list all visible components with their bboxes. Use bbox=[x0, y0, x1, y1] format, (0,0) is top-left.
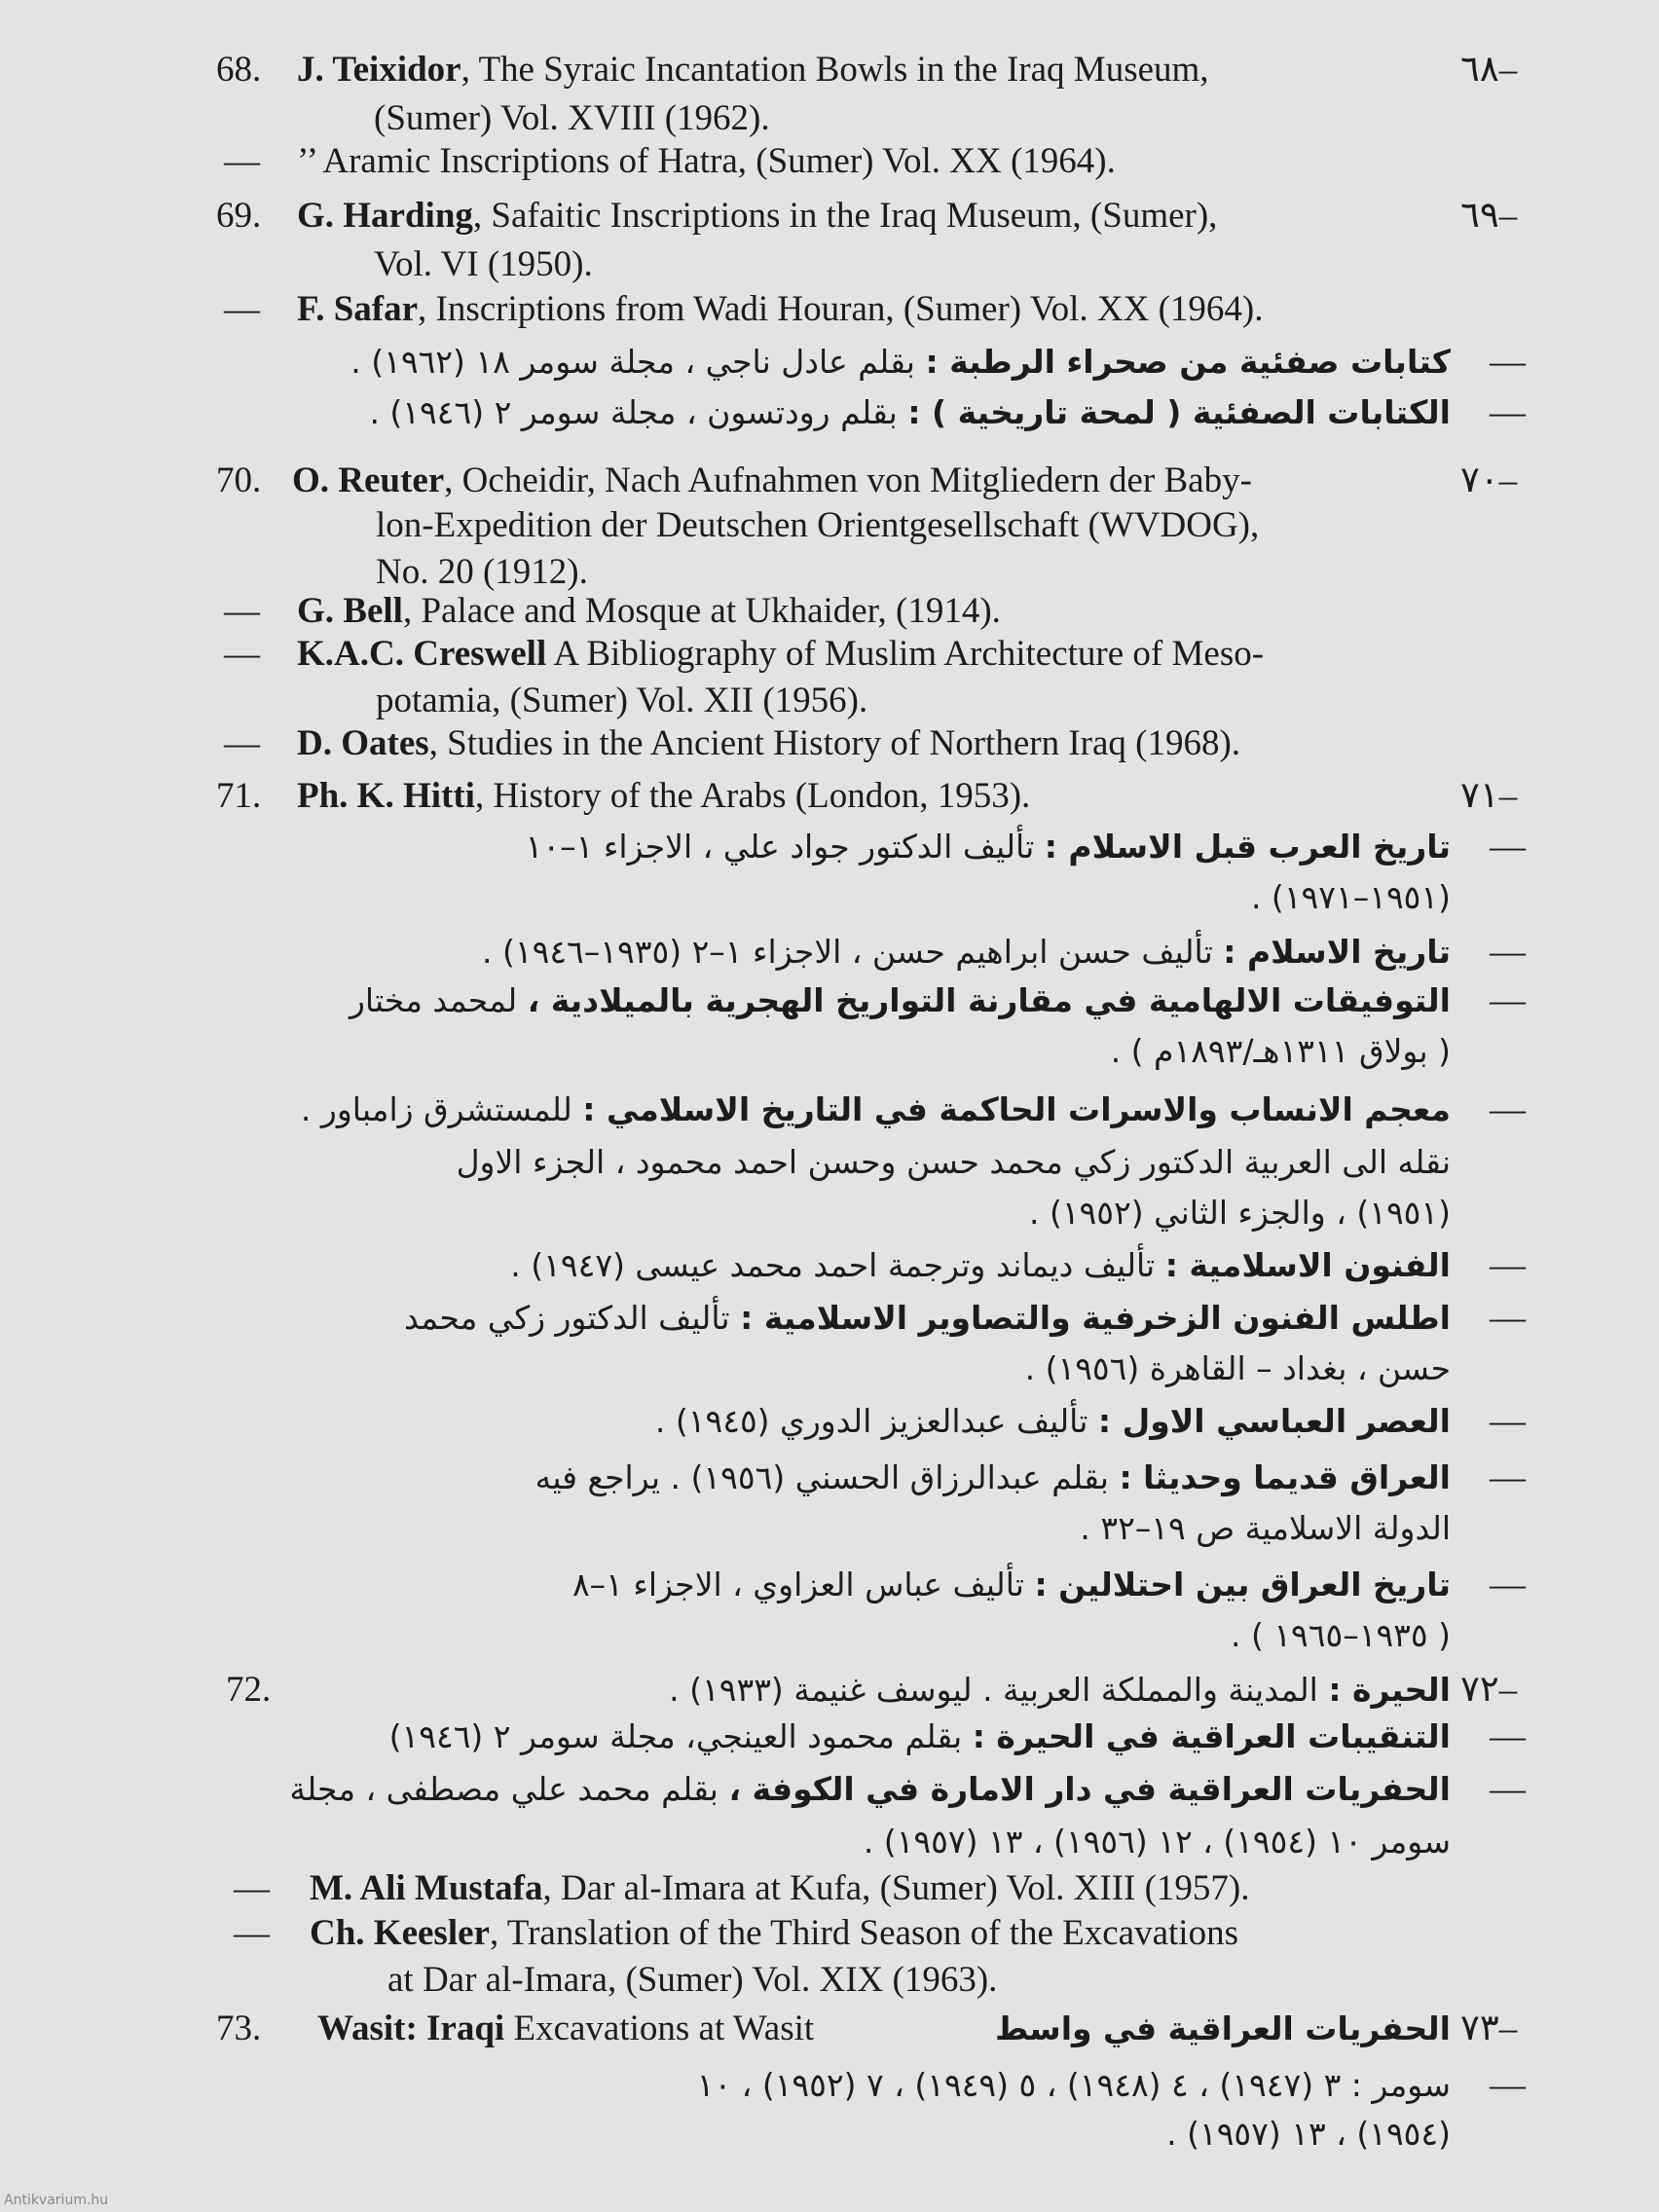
dash-marker: — bbox=[234, 1913, 270, 1953]
entry-text: potamia, (Sumer) Vol. XII (1956). bbox=[376, 681, 868, 720]
dash-marker: — bbox=[224, 723, 260, 763]
bibliography-line bbox=[297, 720, 1240, 767]
bibliography-line bbox=[374, 241, 593, 288]
entry-number: 70. bbox=[216, 461, 262, 500]
author-name: O. Reuter bbox=[292, 461, 445, 500]
arabic-keyword: تاريخ العراق بين احتلالين : bbox=[1034, 1566, 1451, 1604]
entry-number: 72. bbox=[226, 1670, 272, 1710]
entry-text: Vol. VI (1950). bbox=[374, 244, 593, 284]
arabic-keyword: الفنون الاسلامية : bbox=[1164, 1246, 1451, 1284]
margin-number: –٧٢ bbox=[1460, 1670, 1518, 1710]
arabic-keyword: تاريخ العرب قبل الاسلام : bbox=[1044, 828, 1451, 866]
bibliography-line bbox=[297, 773, 1030, 820]
arabic-keyword: الكتابات الصفئية ( لمحة تاريخية ) : bbox=[907, 393, 1451, 431]
arabic-line bbox=[697, 2062, 1451, 2109]
dash-marker: — bbox=[1490, 392, 1526, 432]
entry-number: 73. bbox=[216, 2009, 262, 2048]
author-name: G. Bell bbox=[297, 591, 403, 631]
arabic-line bbox=[457, 1139, 1451, 1186]
author-name: M. Ali Mustafa bbox=[310, 1868, 543, 1908]
margin-number: –٧٣ bbox=[1460, 2009, 1518, 2048]
entry-number: 68. bbox=[216, 50, 262, 90]
arabic-text: (١٩٥٤) ، ١٣ (١٩٥٧) . bbox=[1166, 2115, 1451, 2153]
dash-marker: — bbox=[1490, 342, 1526, 382]
bibliography-line bbox=[317, 2006, 814, 2052]
arabic-text: نقله الى العربية الدكتور زكي محمد حسن وحسن احمد محمود ، الجزء الاول bbox=[456, 1143, 1451, 1181]
dash-marker: — bbox=[224, 591, 260, 631]
arabic-text: لمحمد مختار bbox=[349, 981, 528, 1019]
arabic-line bbox=[404, 1295, 1451, 1342]
arabic-keyword: العراق قديما وحديثا : bbox=[1119, 1458, 1451, 1496]
arabic-text: ( بولاق ١٣١١هـ/١٨٩٣م ) . bbox=[1110, 1032, 1451, 1070]
arabic-line bbox=[535, 1455, 1451, 1501]
bibliography-line bbox=[297, 47, 1209, 93]
bibliography-line bbox=[297, 588, 1001, 635]
entry-text: , Studies in the Ancient History of Northern Iraq (1968). bbox=[428, 723, 1241, 763]
author-name: Wasit: Iraqi bbox=[317, 2009, 505, 2048]
arabic-line bbox=[1251, 874, 1451, 921]
arabic-line bbox=[1166, 2111, 1451, 2157]
bibliography-line bbox=[310, 1910, 1238, 1957]
arabic-keyword: العصر العباسي الاول : bbox=[1097, 1402, 1451, 1440]
margin-number: –٧٠ bbox=[1460, 461, 1518, 500]
bibliography-line bbox=[297, 193, 1217, 240]
arabic-title bbox=[995, 2006, 1451, 2052]
arabic-text: الدولة الاسلامية ص ١٩–٣٢ . bbox=[1080, 1509, 1451, 1547]
dash-marker: — bbox=[1490, 2065, 1526, 2105]
dash-marker: — bbox=[1490, 1089, 1526, 1129]
entry-text: , Translation of the Third Season of the Excavations bbox=[489, 1913, 1238, 1953]
dash-marker: — bbox=[1490, 1457, 1526, 1497]
arabic-keyword: معجم الانساب والاسرات الحاكمة في التاريخ الاسلامي : bbox=[582, 1090, 1451, 1128]
entry-text: , Palace and Mosque at Ukhaider, (1914). bbox=[402, 591, 1001, 631]
arabic-line bbox=[669, 1667, 1451, 1714]
bibliography-line bbox=[297, 631, 1264, 678]
arabic-line bbox=[1029, 1190, 1451, 1236]
arabic-text: تأليف الدكتور جواد علي ، الاجزاء ١–١٠ bbox=[525, 828, 1045, 866]
arabic-line bbox=[369, 389, 1451, 436]
dash-marker: — bbox=[224, 141, 260, 181]
entry-number: 69. bbox=[216, 196, 262, 236]
dash-marker: — bbox=[1490, 932, 1526, 972]
entry-text: (Sumer) Vol. XVIII (1962). bbox=[374, 98, 770, 138]
arabic-text: بقلم محمود العينجي، مجلة سومر ٢ (١٩٤٦) bbox=[388, 1717, 973, 1755]
arabic-line bbox=[655, 1398, 1451, 1445]
arabic-text: تأليف ديماند وترجمة احمد محمد عيسى (١٩٤٧) . bbox=[510, 1246, 1165, 1284]
arabic-line bbox=[350, 339, 1451, 386]
dash-marker: — bbox=[1490, 827, 1526, 866]
entry-number: 71. bbox=[216, 776, 262, 816]
arabic-keyword: الحفريات العراقية في واسط bbox=[994, 2009, 1451, 2047]
bibliography-line bbox=[376, 502, 1259, 549]
dash-marker: — bbox=[1490, 1716, 1526, 1756]
dash-marker: — bbox=[1490, 1401, 1526, 1441]
arabic-text: بقلم محمد علي مصطفى ، مجلة bbox=[289, 1770, 729, 1808]
arabic-text: ( ١٩٣٥–١٩٦٥ ) . bbox=[1230, 1616, 1451, 1654]
arabic-keyword: التنقيبات العراقية في الحيرة : bbox=[972, 1717, 1451, 1755]
arabic-line bbox=[482, 929, 1451, 976]
dash-marker: — bbox=[234, 1868, 270, 1908]
bibliography-line bbox=[387, 1957, 997, 2004]
author-name: J. Teixidor bbox=[297, 50, 461, 90]
dash-marker: — bbox=[224, 289, 260, 329]
arabic-line bbox=[510, 1242, 1451, 1289]
entry-text: , The Syraic Incantation Bowls in the Iraq Museum, bbox=[461, 50, 1209, 90]
margin-number: –٦٨ bbox=[1460, 50, 1518, 90]
entry-text: , History of the Arabs (London, 1953). bbox=[474, 776, 1031, 816]
arabic-text: للمستشرق زامباور . bbox=[300, 1090, 583, 1128]
arabic-text: بقلم عبدالرزاق الحسني (١٩٥٦) . يراجع فيه bbox=[535, 1458, 1120, 1496]
arabic-text: سومر : ٣ (١٩٤٧) ، ٤ (١٩٤٨) ، ٥ (١٩٤٩) ، ٧ (١٩٥٢) ، ١٠ bbox=[696, 2066, 1451, 2104]
author-name: Ch. Keesler bbox=[310, 1913, 490, 1953]
entry-text: , Ocheidir, Nach Aufnahmen von Mitgliedern der Baby- bbox=[444, 461, 1252, 500]
bibliography-line bbox=[374, 95, 770, 142]
bibliography-line bbox=[297, 138, 1116, 185]
entry-text: , Dar al-Imara at Kufa, (Sumer) Vol. XIII (1957). bbox=[542, 1868, 1250, 1908]
arabic-line bbox=[1025, 1346, 1451, 1392]
entry-text: at Dar al-Imara, (Sumer) Vol. XIX (1963). bbox=[387, 1960, 998, 2000]
arabic-line bbox=[389, 1714, 1451, 1760]
arabic-line bbox=[1111, 1028, 1451, 1075]
arabic-keyword: الحفريات العراقية في دار الامارة في الكوفة ، bbox=[728, 1770, 1451, 1808]
author-name: G. Harding bbox=[297, 196, 473, 236]
arabic-text: تأليف الدكتور زكي محمد bbox=[403, 1299, 741, 1337]
arabic-text: تأليف عبدالعزيز الدوري (١٩٤٥) . bbox=[654, 1402, 1098, 1440]
dash-marker: — bbox=[1490, 980, 1526, 1020]
arabic-line bbox=[350, 977, 1451, 1024]
arabic-text: تأليف عباس العزاوي ، الاجزاء ١–٨ bbox=[571, 1566, 1035, 1604]
author-name: K.A.C. Creswell bbox=[297, 634, 547, 674]
entry-text: No. 20 (1912). bbox=[376, 552, 588, 592]
arabic-keyword: التوفيقات الالهامية في مقارنة التواريخ الهجرية بالميلادية ، bbox=[527, 981, 1451, 1019]
margin-number: –٧١ bbox=[1460, 776, 1518, 816]
margin-number: –٦٩ bbox=[1460, 196, 1518, 236]
arabic-line bbox=[526, 824, 1451, 870]
arabic-text: (١٩٥١–١٩٧١) . bbox=[1250, 878, 1451, 916]
bibliography-line bbox=[376, 678, 867, 724]
arabic-keyword: الحيرة : bbox=[1328, 1671, 1451, 1709]
bibliography-line bbox=[292, 458, 1252, 504]
arabic-line bbox=[1080, 1505, 1451, 1552]
watermark: Antikvarium.hu bbox=[4, 2193, 109, 2208]
arabic-keyword: اطلس الفنون الزخرفية والتصاوير الاسلامية : bbox=[740, 1299, 1451, 1337]
author-name: D. Oates bbox=[297, 723, 429, 763]
entry-text: Excavations at Wasit bbox=[504, 2009, 815, 2048]
entry-text: , Inscriptions from Wadi Houran, (Sumer) Vol. XX (1964). bbox=[418, 289, 1264, 329]
dash-marker: — bbox=[1490, 1298, 1526, 1338]
arabic-line bbox=[864, 1819, 1451, 1865]
bibliography-line bbox=[297, 286, 1264, 333]
dash-marker: — bbox=[1490, 1769, 1526, 1809]
arabic-text: تأليف حسن ابراهيم حسن ، الاجزاء ١–٢ (١٩٣٥–١٩٤٦) . bbox=[482, 933, 1224, 971]
arabic-line bbox=[572, 1562, 1451, 1608]
entry-text: lon-Expedition der Deutschen Orientgesellschaft (WVDOG), bbox=[376, 505, 1260, 545]
author-name: Ph. K. Hitti bbox=[297, 776, 475, 816]
arabic-keyword: كتابات صفئية من صحراء الرطبة : bbox=[925, 343, 1451, 381]
arabic-text: بقلم رودتسون ، مجلة سومر ٢ (١٩٤٦) . bbox=[369, 393, 908, 431]
arabic-line bbox=[1231, 1612, 1451, 1659]
entry-text: A Bibliography of Muslim Architecture of Meso- bbox=[546, 634, 1265, 674]
arabic-text: المدينة والمملكة العربية . ليوسف غنيمة (١٩٣٣) . bbox=[669, 1671, 1329, 1709]
arabic-text: سومر ١٠ (١٩٥٤) ، ١٢ (١٩٥٦) ، ١٣ (١٩٥٧) . bbox=[863, 1823, 1451, 1861]
arabic-keyword: تاريخ الاسلام : bbox=[1223, 933, 1451, 971]
author-name: F. Safar bbox=[297, 289, 419, 329]
dash-marker: — bbox=[1490, 1565, 1526, 1604]
arabic-line bbox=[289, 1766, 1451, 1813]
entry-text: ’’ Aramic Inscriptions of Hatra, (Sumer) Vol. XX (1964). bbox=[297, 141, 1116, 181]
arabic-text: حسن ، بغداد – القاهرة (١٩٥٦) . bbox=[1024, 1349, 1451, 1387]
arabic-text: بقلم عادل ناجي ، مجلة سومر ١٨ (١٩٦٢) . bbox=[350, 343, 926, 381]
bibliography-line bbox=[310, 1865, 1250, 1912]
arabic-text: (١٩٥١) ، والجزء الثاني (١٩٥٢) . bbox=[1028, 1194, 1451, 1232]
dash-marker: — bbox=[1490, 1245, 1526, 1285]
dash-marker: — bbox=[224, 634, 260, 674]
arabic-line bbox=[301, 1087, 1451, 1133]
entry-text: , Safaitic Inscriptions in the Iraq Museum, (Sumer), bbox=[472, 196, 1218, 236]
